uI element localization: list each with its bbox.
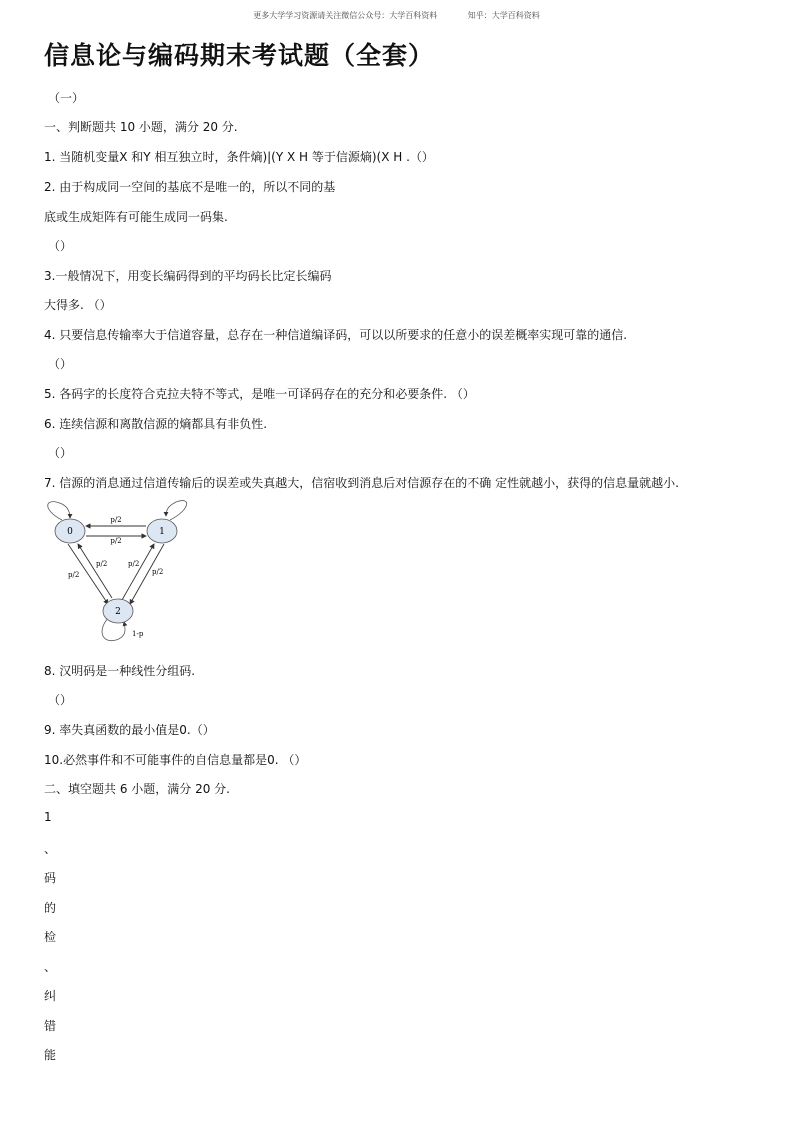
vertical-char: 的 [44,901,57,915]
edge-2-to-1 [122,544,154,600]
question-5: 5. 各码字的长度符合克拉夫特不等式，是唯一可译码存在的充分和必要条件. （） [44,387,475,401]
edge-label: p/2 [96,560,108,568]
self-loop-node-1 [166,501,187,520]
question-3-line-1: 3.一般情况下，用变长编码得到的平均码长比定长编码 [44,269,332,283]
header-zhihu-note: 知乎：大学百科资料 [467,11,540,20]
section-marker: （一） [48,91,85,105]
question-2-line-2: 底或生成矩阵有可能生成同一码集. [44,210,228,224]
vertical-char: 检 [44,930,57,944]
state-label-0: 0 [67,527,73,537]
section-heading-fill-in: 二、填空题共 6 小题，满分 20 分. [44,782,230,796]
question-2-line-1: 2. 由于构成同一空间的基底不是唯一的，所以不同的基 [44,180,336,194]
question-7: 7. 信源的消息通过信道传输后的误差或失真越大，信宿收到消息后对信源存在的不确 定性就越小，获得的信息量就越小. [44,476,679,490]
question-10: 10.必然事件和不可能事件的自信息量都是0. （） [44,753,307,767]
channel-transition-diagram [40,498,200,646]
page-header [0,10,793,21]
question-8: 8. 汉明码是一种线性分组码. [44,664,196,678]
answer-blank: （） [48,357,73,371]
question-9: 9. 率失真函数的最小值是0.（） [44,723,215,737]
document-title: 信息论与编码期末考试题（全套） [44,41,435,70]
state-label-2: 2 [115,607,121,617]
answer-blank: （） [48,239,73,253]
vertical-char: 错 [44,1019,57,1033]
loop-label: 1-p [132,630,144,638]
edge-label: p/2 [110,537,122,545]
edge-label: p/2 [128,560,140,568]
vertical-char: 能 [44,1048,57,1062]
edge-2-to-0 [78,544,112,598]
question-1: 1. 当随机变量X 和Y 相互独立时，条件熵)|(Y X H 等于信源熵)(X H .（） [44,150,434,164]
edge-label: p/2 [68,571,80,579]
question-4: 4. 只要信息传输率大于信道容量，总存在一种信道编译码，可以以所要求的任意小的误差概率实现可靠的通信. [44,328,628,342]
question-6: 6. 连续信源和离散信源的熵都具有非负性. [44,417,268,431]
answer-blank: （） [48,693,73,707]
edge-label: p/2 [110,516,122,524]
edge-label: p/2 [152,568,164,576]
vertical-char: 、 [44,842,57,856]
state-label-1: 1 [159,527,165,537]
self-loop-node-0 [48,502,70,520]
vertical-char: 码 [44,871,57,885]
vertical-char: 1 [44,810,52,824]
question-3-line-2: 大得多. （） [44,298,112,312]
section-heading-true-false: 一、判断题共 10 小题，满分 20 分. [44,120,238,134]
header-wechat-note: 更多大学学习资源请关注微信公众号：大学百科资料 [253,11,438,20]
vertical-char: 纠 [44,989,57,1003]
answer-blank: （） [48,446,73,460]
vertical-char: 、 [44,960,57,974]
